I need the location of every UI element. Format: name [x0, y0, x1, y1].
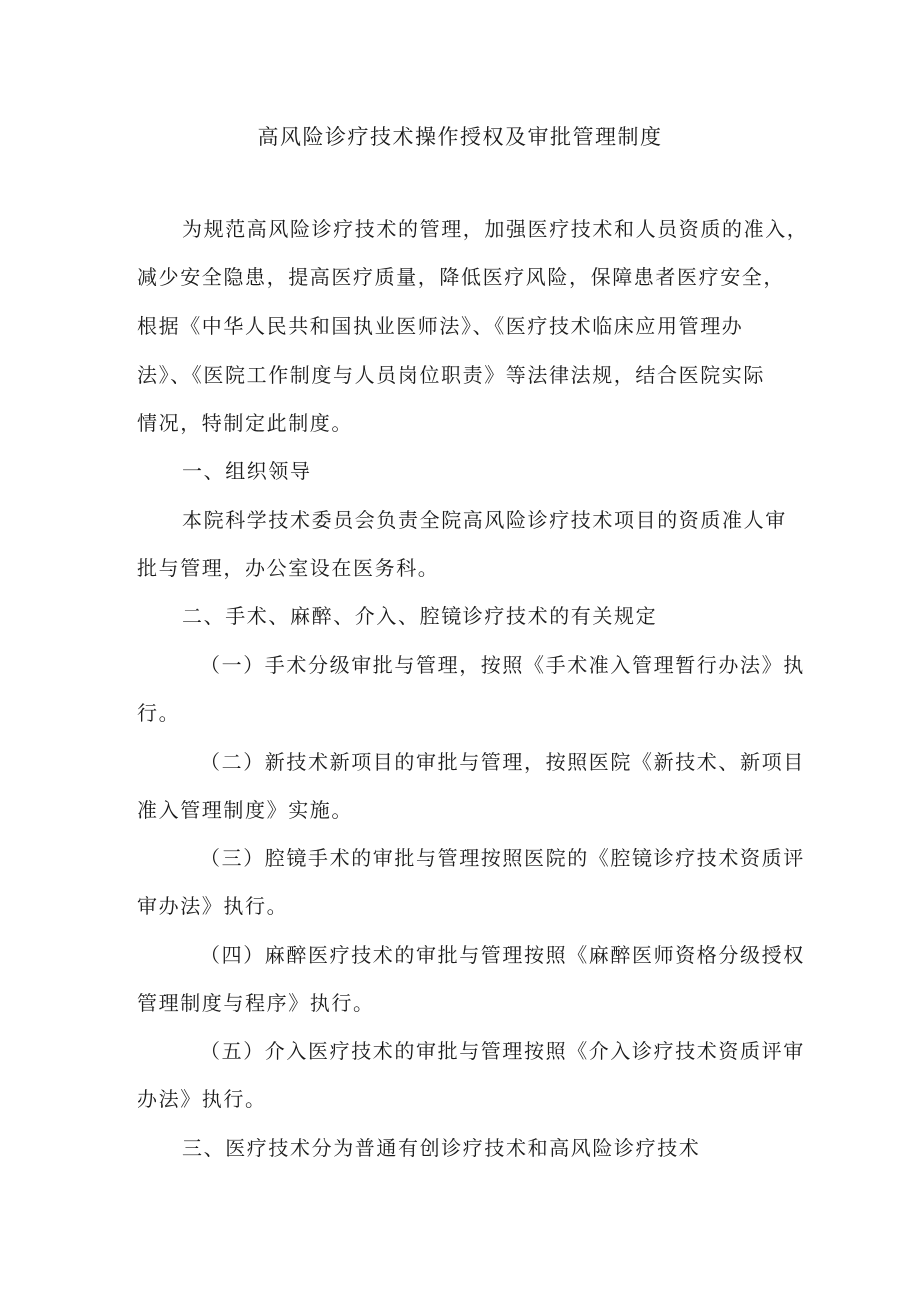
section-3-heading: 三、医疗技术分为普通有创诊疗技术和高风险诊疗技术 [182, 1136, 701, 1160]
section-2-item-1-line-2: 行。 [137, 701, 181, 725]
section-2-item-2-line-2: 准入管理制度》实施。 [137, 798, 353, 822]
section-2-heading: 二、手术、麻醉、介入、腔镜诊疗技术的有关规定 [182, 604, 658, 628]
section-2-item-4-line-2: 管理制度与程序》执行。 [137, 991, 375, 1015]
section-2-item-5-line-1: （五）介入医疗技术的审批与管理按照《介入诊疗技术资质评审 [200, 1039, 805, 1063]
section-2-item-3-line-2: 审办法》执行。 [137, 894, 289, 918]
intro-line-4: 法》、《医院工作制度与人员岗位职责》等法律法规，结合医院实际 [137, 363, 765, 387]
intro-line-3: 根据《中华人民共和国执业医师法》、《医疗技术临床应用管理办 [137, 314, 744, 338]
intro-line-2: 减少安全隐患，提高医疗质量，降低医疗风险，保障患者医疗安全， [137, 265, 785, 289]
section-2-item-1-line-1: （一）手术分级审批与管理，按照《手术准入管理暂行办法》执 [200, 653, 805, 677]
section-2-item-2-line-1: （二）新技术新项目的审批与管理，按照医院《新技术、新项目 [200, 750, 805, 774]
document-title: 高风险诊疗技术操作授权及审批管理制度 [257, 125, 663, 149]
intro-line-1: 为规范高风险诊疗技术的管理，加强医疗技术和人员资质的准入， [182, 217, 809, 241]
section-2-item-4-line-1: （四）麻醉医疗技术的审批与管理按照《麻醉医师资格分级授权 [200, 943, 805, 967]
section-1-line-2: 批与管理，办公室设在医务科。 [137, 556, 440, 580]
section-2-item-5-line-2: 办法》执行。 [137, 1087, 267, 1111]
section-2-item-3-line-1: （三）腔镜手术的审批与管理按照医院的《腔镜诊疗技术资质评 [200, 846, 805, 870]
section-1-line-1: 本院科学技术委员会负责全院高风险诊疗技术项目的资质准人审 [182, 508, 787, 532]
intro-line-5: 情况，特制定此制度。 [137, 411, 353, 435]
section-1-heading: 一、组织领导 [182, 459, 312, 483]
